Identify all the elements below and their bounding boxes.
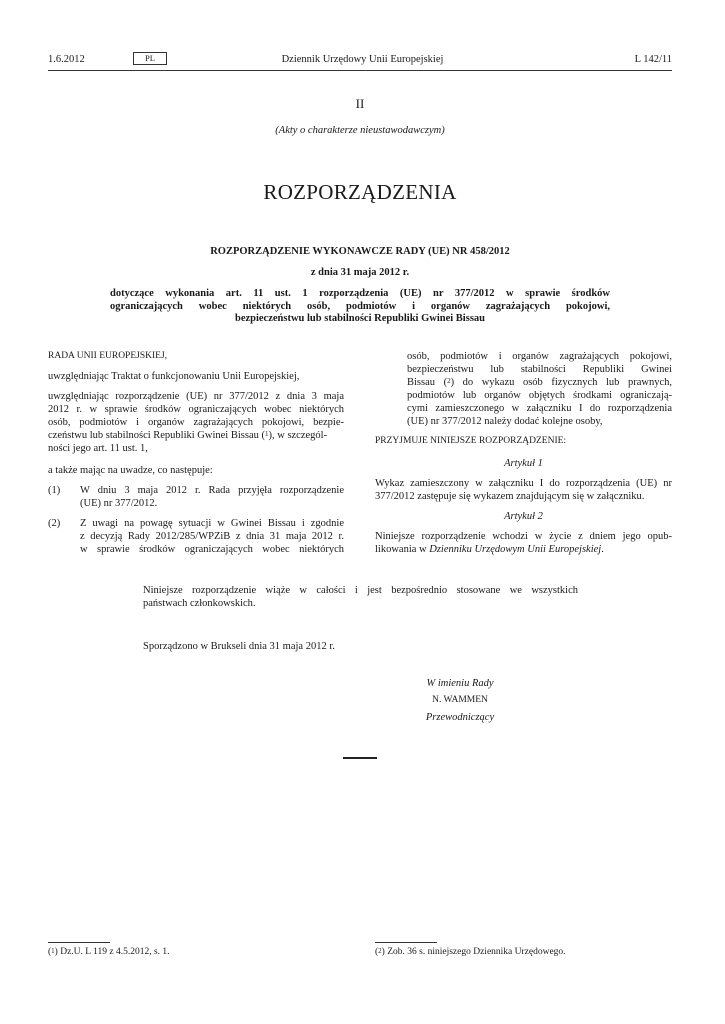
- recital-1-line2: (UE) nr 377/2012.: [80, 498, 158, 509]
- article-1-line2: 377/2012 zastępuje się wykazem znajdującym się w załączniku.: [375, 491, 645, 502]
- part-numeral: II: [355, 96, 365, 111]
- recital-2-line2: z decyzją Rady 2012/285/WPZiB z dnia 31 maja 2012 r.: [80, 531, 344, 542]
- signatory-role: Przewodniczący: [425, 712, 495, 723]
- page-reference: L 142/11: [634, 54, 672, 65]
- footnote-ref-2: 2: [447, 377, 451, 385]
- regulation-subject-line2: ograniczających wobec niektórych osób, podmiotów i organów zagrażających pokojowi,: [110, 300, 610, 312]
- header-date: 1.6.2012: [48, 54, 85, 65]
- language-badge: PL: [133, 52, 167, 65]
- signature-on-behalf: W imieniu Rady: [426, 678, 494, 689]
- binding-clause-line2: państwach członkowskich.: [143, 598, 256, 609]
- article-2-line2-a: likowania w: [375, 544, 430, 555]
- council-heading: RADA UNII EUROPEJSKIEJ,: [48, 351, 168, 361]
- footnote-separator-right: [375, 942, 437, 943]
- footnote-2-text: Zob. 36 s. niniejszego Dziennika Urzędowego.: [387, 947, 566, 957]
- recital-2-cont-line2: bezpieczeństwu lub stabilności Republiki Gwinei: [407, 364, 672, 375]
- footnote-2: ($^2$) Zob. 36 s. niniejszego Dziennika Urzędowego.: [375, 947, 566, 957]
- place-and-date: Sporządzono w Brukseli dnia 31 maja 2012 r.: [143, 641, 335, 652]
- citation-regulation-line5: ności jego art. 11 ust. 1,: [48, 443, 148, 454]
- regulation-subject-line1: dotyczące wykonania art. 11 ust. 1 rozporządzenia (UE) nr 377/2012 w sprawie środków: [110, 288, 610, 299]
- enacting-formula: PRZYJMUJE NINIEJSZE ROZPORZĄDZENIE:: [375, 436, 567, 446]
- footnote-1: ($^1$) Dz.U. L 119 z 4.5.2012, s. 1.: [48, 947, 170, 957]
- signatory-name: N. WAMMEN: [432, 695, 488, 705]
- section-title: ROZPORZĄDZENIA: [263, 180, 457, 204]
- regulation-date: z dnia 31 maja 2012 r.: [310, 267, 410, 278]
- recital-2-line1: Z uwagi na powagę sytuacji w Gwinei Bissau i zgodnie: [80, 518, 344, 529]
- official-journal-name: Dzienniku Urzędowym Unii Europejskiej: [429, 544, 602, 555]
- footnote-1-text: Dz.U. L 119 z 4.5.2012, s. 1.: [60, 947, 170, 957]
- article-2-line1: Niniejsze rozporządzenie wchodzi w życie z dniem jego opub-: [375, 531, 672, 542]
- article-1-line1: Wykaz zamieszczony w załączniku I do rozporządzenia (UE) nr: [375, 478, 672, 489]
- recital-2-number: (2): [48, 518, 61, 529]
- recital-2-cont-line3-b: ) do wykazu osób fizycznych lub prawnych,: [450, 377, 673, 388]
- citation-regulation-line4-a: czeństwu lub stabilności Republiki Gwinei Bissau (: [48, 430, 265, 441]
- article-2-heading: Artykuł 2: [504, 511, 543, 522]
- recital-2-cont-line5: cymi zamieszczonego w załączniku I do rozporządzenia: [407, 403, 672, 414]
- citation-regulation-line1: uwzględniając rozporządzenie (UE) nr 377/2012 z dnia 3 maja: [48, 391, 344, 402]
- recital-1-line1: W dniu 3 maja 2012 r. Rada przyjęła rozporządzenie: [80, 485, 344, 496]
- citation-treaty: uwzględniając Traktat o funkcjonowaniu Unii Europejskiej,: [48, 371, 300, 382]
- citation-regulation-line4-b: ), w szczegól-: [268, 430, 328, 441]
- recital-2-cont-line1: osób, podmiotów i organów zagrażających pokojowi,: [407, 351, 672, 362]
- article-2-line2: [375, 543, 604, 556]
- citation-regulation-line4: [48, 429, 327, 442]
- recital-2-cont-line6: (UE) nr 377/2012 należy dodać kolejne osoby,: [407, 416, 603, 427]
- header-rule: [48, 70, 672, 71]
- binding-clause-line1: Niniejsze rozporządzenie wiąże w całości i jest bezpośrednio stosowane we wszystkich: [143, 585, 578, 596]
- recital-2-cont-line3: [407, 376, 672, 389]
- recital-2-cont-line3-a: Bissau (: [407, 377, 448, 388]
- journal-title: Dziennik Urzędowy Unii Europejskiej: [281, 54, 444, 65]
- whereas-intro: a także mając na uwadze, co następuje:: [48, 465, 213, 476]
- footnote-2-mark: 2: [378, 947, 382, 955]
- citation-regulation-line3: osób, podmiotów i organów zagrażających pokojowi, bezpie-: [48, 417, 344, 428]
- part-note: (Akty o charakterze nieustawodawczym): [275, 125, 445, 136]
- footnote-1-mark: 1: [51, 947, 55, 955]
- article-2-line2-c: .: [601, 544, 604, 555]
- footnote-separator-left: [48, 942, 110, 943]
- end-of-document-rule: [343, 757, 377, 759]
- recital-2-line3: w sprawie środków ograniczających wobec niektórych: [80, 544, 344, 555]
- recital-2-cont-line4: podmiotów lub organów objętych środkami ograniczają-: [407, 390, 672, 401]
- citation-regulation-line2: 2012 r. w sprawie środków ograniczających wobec niektórych: [48, 404, 344, 415]
- regulation-title: ROZPORZĄDZENIE WYKONAWCZE RADY (UE) NR 458/2012: [210, 246, 510, 257]
- footnote-ref-1: 1: [264, 430, 269, 438]
- regulation-subject-line3: bezpieczeństwu lub stabilności Republiki Gwinei Bissau: [234, 313, 485, 324]
- recital-1-number: (1): [48, 485, 61, 496]
- article-1-heading: Artykuł 1: [504, 458, 543, 469]
